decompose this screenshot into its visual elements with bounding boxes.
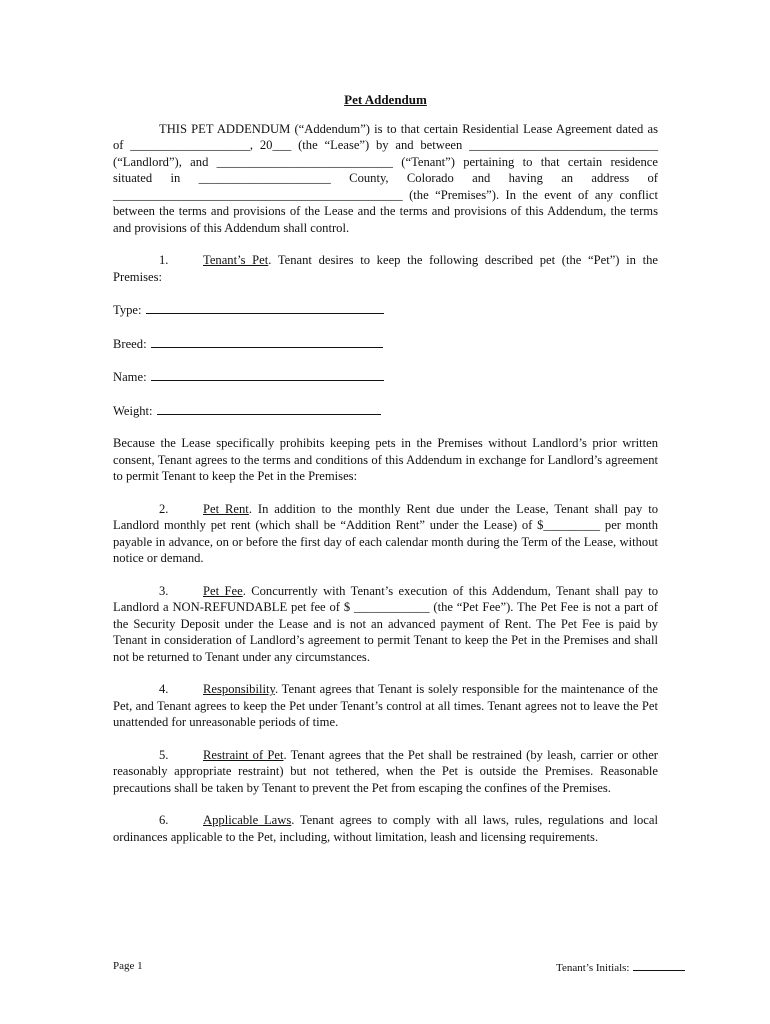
field-weight-input[interactable] [157, 402, 381, 415]
field-name [113, 368, 658, 386]
section-3-number: 3. [159, 583, 169, 598]
section-5 [113, 747, 658, 797]
section-4-number: 4. [159, 682, 169, 696]
section-1-text: . Tenant desires to keep the following described pet (the “Pet”) in the Premises: [113, 253, 658, 284]
section-4-heading: Responsibility [203, 682, 275, 696]
field-type-label: Type: [113, 303, 142, 317]
field-breed [113, 335, 658, 353]
tenant-initials-input[interactable] [633, 960, 685, 971]
section-4-text: . Tenant agrees that Tenant is solely responsible for the maintenance of the Pet, and Tenant agrees to keep the Pet under Tenant’s control at all times. Tenant agrees not to leave the Pet unattended for unreasonable periods of time. [113, 682, 658, 729]
section-5-heading: Restraint of Pet [203, 747, 284, 762]
section-6 [113, 812, 658, 845]
section-5-number: 5. [159, 747, 169, 762]
section-3-heading: Pet Fee [203, 583, 243, 598]
section-1 [113, 252, 658, 285]
section-2-text: . In addition to the monthly Rent due under the Lease, Tenant shall pay to Landlord monthly pet rent (which shall be “Addition Rent” under the Lease) of $_________ per month payable in advance, on or before the first day of each calendar month during the Term of the Lease, without notice or demand. [113, 501, 658, 565]
section-1-heading: Tenant’s Pet [203, 253, 269, 267]
field-weight-label: Weight: [113, 403, 153, 418]
section-2 [113, 501, 658, 567]
section-2-heading: Pet Rent [203, 501, 249, 516]
section-3-text: . Concurrently with Tenant’s execution of this Addendum, Tenant shall pay to Landlord a NON-REFUNDABLE pet fee of $ ____________ (the “Pet Fee”). The Pet Fee is not a part of the Security Deposit under the Lease and is not an advanced payment of Rent. The Pet Fee is paid by Tenant in consideration of Landlord’s agreement to permit Tenant to keep the Pet in the Premises and shall not be returned to Tenant under any circumstances. [113, 583, 658, 664]
because-paragraph: Because the Lease specifically prohibits keeping pets in the Premises without Landlord’s prior written consent, Tenant agrees to the terms and conditions of this Addendum in exchange for Landlord’s agreement to permit Tenant to keep the Pet in the Premises: [113, 436, 658, 483]
field-type [113, 301, 658, 319]
field-type-input[interactable] [146, 301, 384, 314]
intro-paragraph: THIS PET ADDENDUM (“Addendum”) is to that certain Residential Lease Agreement dated as of ___________________, 20___ (the “Lease”) by and between ______________________________ (“Landlord”), and ____________________________ (“Tenant”) pertaining to that certain residence situated in _____________________ County, Colorado and having an address of ______________________________________________ (the “Premises”). In the event of any conflict between the terms and provisions of the Lease and the terms and provisions of this Addendum, the terms and provisions of this Addendum shall control. [113, 121, 658, 235]
section-3 [113, 583, 658, 666]
field-weight [113, 402, 658, 420]
field-name-label: Name: [113, 370, 147, 384]
field-breed-label: Breed: [113, 336, 147, 351]
page-number: Page 1 [113, 960, 143, 972]
section-2-number: 2. [159, 501, 169, 516]
section-6-number: 6. [159, 813, 169, 827]
section-1-number: 1. [159, 253, 169, 267]
document-title: Pet Addendum [344, 92, 427, 107]
field-name-input[interactable] [151, 368, 384, 381]
section-5-text: . Tenant agrees that the Pet shall be restrained (by leash, carrier or other reasonably appropriate restraint) but not tethered, when the Pet is outside the Premises. Reasonable precautions shall be taken by Tenant to prevent the Pet from escaping the confines of the Premises. [113, 747, 658, 795]
section-6-text: . Tenant agrees to comply with all laws, rules, regulations and local ordinances applicable to the Pet, including, without limitation, leash and licensing requirements. [113, 813, 658, 844]
tenant-initials [556, 960, 685, 974]
document-page [113, 92, 658, 861]
section-6-heading: Applicable Laws [203, 813, 292, 827]
field-breed-input[interactable] [151, 335, 383, 348]
section-4 [113, 681, 658, 731]
tenant-initials-label: Tenant’s Initials: [556, 962, 630, 974]
